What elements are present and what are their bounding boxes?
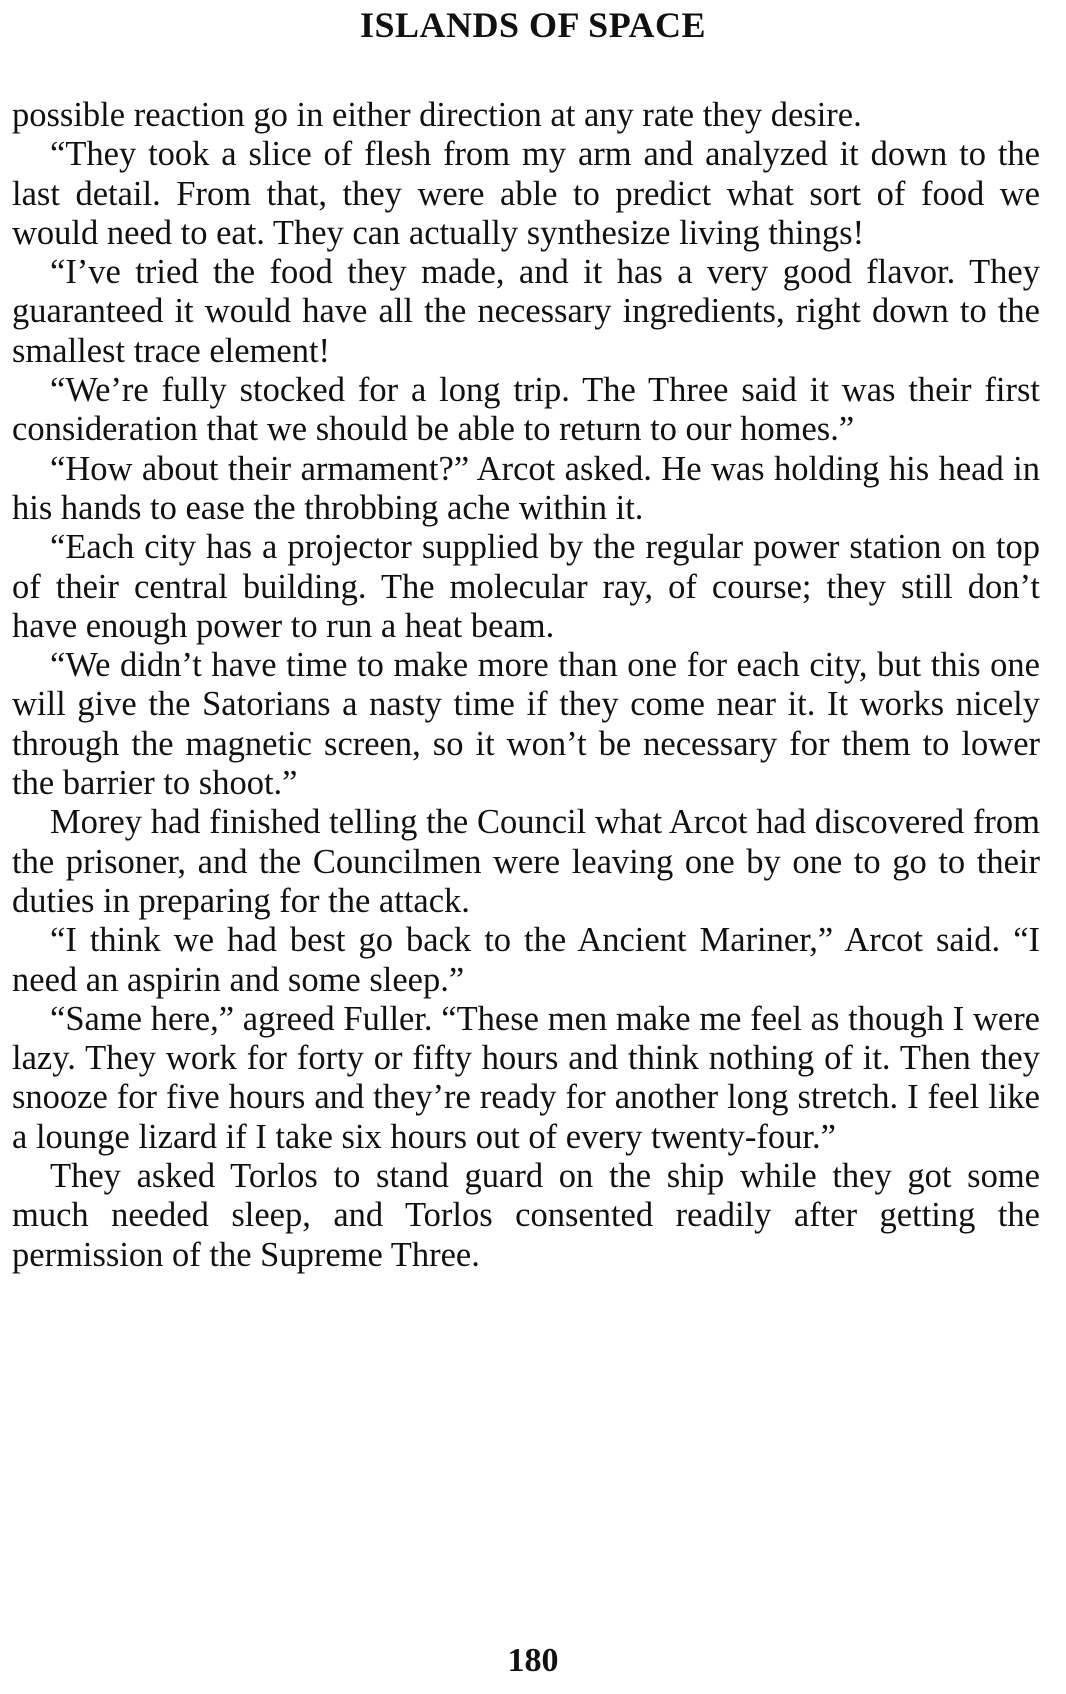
paragraph: Morey had finished telling the Council what Arcot had discovered from the prisoner, and the Councilmen were leaving one by one to go to their duties in preparing for the attack.	[12, 803, 1040, 920]
body-text	[12, 96, 1040, 1275]
paragraph: They asked Torlos to stand guard on the ship while they got some much needed sleep, and Torlos consented readily after getting the permission of the Supreme Three.	[12, 1157, 1040, 1274]
running-head: ISLANDS OF SPACE	[359, 5, 707, 45]
paragraph: “We didn’t have time to make more than one for each city, but this one will give the Satorians a nasty time if they come near it. It works nicely through the magnetic screen, so it won’t be necessary for them to lower the barrier to shoot.”	[12, 646, 1040, 803]
paragraph: “Each city has a projector supplied by the regular power station on top of their central building. The molecular ray, of course; they still don’t have enough power to run a heat beam.	[12, 528, 1040, 645]
paragraph: “Same here,” agreed Fuller. “These men make me feel as though I were lazy. They work for forty or fifty hours and think nothing of it. Then they snooze for five hours and they’re ready for another long stretch. I feel like a lounge lizard if I take six hours out of every twenty-four.”	[12, 999, 1040, 1156]
page-number: 180	[507, 1642, 559, 1679]
paragraph: “I think we had best go back to the Ancient Mariner,” Arcot said. “I need an aspirin and some sleep.”	[12, 921, 1040, 999]
paragraph: “We’re fully stocked for a long trip. The Three said it was their first consideration that we should be able to return to our homes.”	[12, 371, 1040, 449]
paragraph-continued: possible reaction go in either direction at any rate they desire.	[12, 96, 862, 134]
paragraph: “I’ve tried the food they made, and it has a very good flavor. They guaranteed it would have all the necessary ingredients, right down to the smallest trace element!	[12, 253, 1040, 370]
paragraph: “They took a slice of flesh from my arm and analyzed it down to the last detail. From that, they were able to predict what sort of food we would need to eat. They can actually synthesize living things!	[12, 135, 1040, 252]
paragraph: “How about their armament?” Arcot asked. He was holding his head in his hands to ease the throbbing ache within it.	[12, 449, 1040, 527]
